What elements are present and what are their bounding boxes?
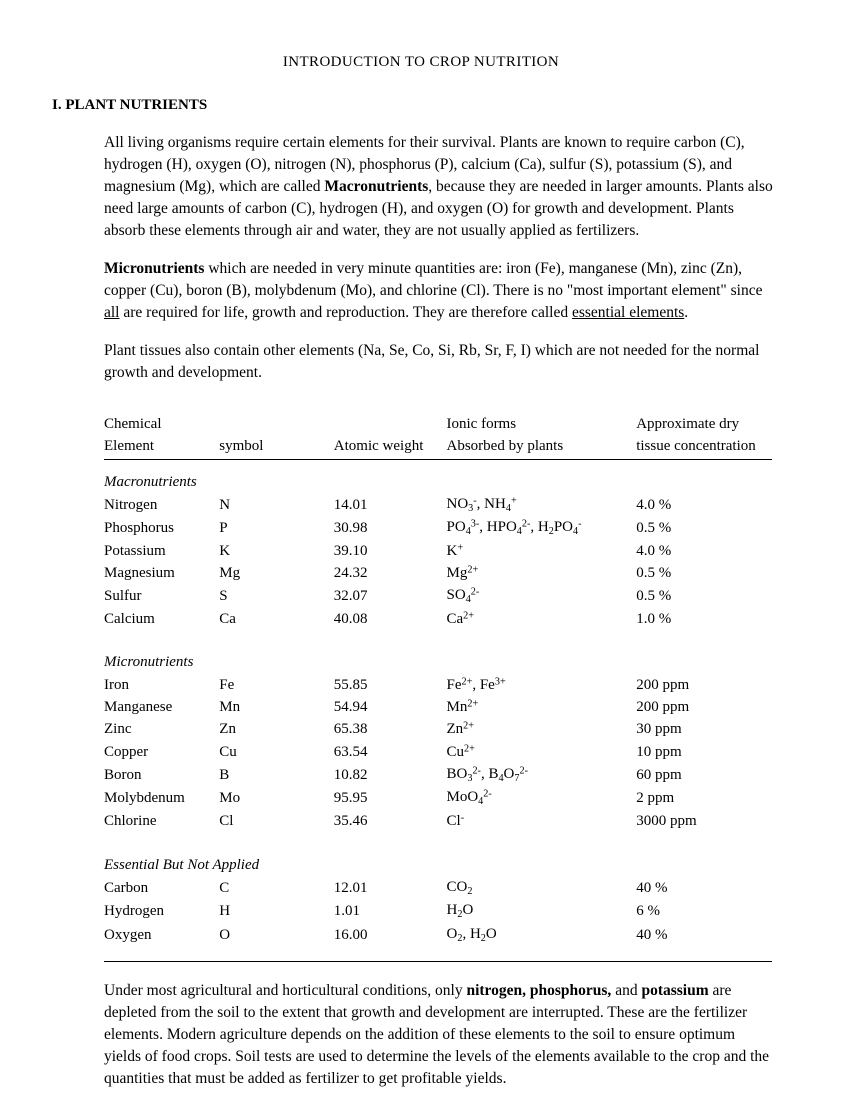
cell-atomic-weight: 12.01 bbox=[333, 880, 368, 897]
cell-ionic-form: $H_2O$ bbox=[446, 902, 474, 921]
nutrient-group-label: Micronutrients bbox=[104, 654, 194, 671]
cell-ionic-form: $PO_4^{3-}$, $HPO_4^{2-}$, $H_2PO_4^-$ bbox=[446, 519, 582, 538]
cell-atomic-weight: 40.08 bbox=[333, 610, 368, 627]
cell-tissue-concentration: 3000 ppm bbox=[636, 812, 697, 829]
cell-atomic-weight: 95.95 bbox=[333, 790, 368, 807]
cell-symbol: Mn bbox=[219, 699, 241, 716]
nutrient-group-heading-row bbox=[104, 459, 772, 494]
cell-tissue-concentration: 200 ppm bbox=[636, 676, 690, 693]
header-symbol-top bbox=[219, 414, 334, 436]
cell-tissue-concentration: 10 ppm bbox=[636, 743, 682, 760]
cell-symbol: N bbox=[219, 497, 231, 514]
cell-atomic-weight: 55.85 bbox=[333, 676, 368, 693]
header-element: Element bbox=[104, 436, 219, 459]
cell-symbol: S bbox=[219, 588, 228, 605]
cell-tissue-concentration: 40 % bbox=[636, 926, 668, 943]
cell-ionic-form: $NO_3^-$, $NH_4^+$ bbox=[446, 495, 517, 514]
cell-atomic-weight: 39.10 bbox=[333, 542, 368, 559]
nutrient-table bbox=[104, 414, 772, 947]
cell-ionic-form: $SO_4^{2-}$ bbox=[446, 586, 480, 606]
cell-element: Calcium bbox=[104, 610, 155, 627]
cell-ionic-form: $O_2$, $H_2O$ bbox=[446, 925, 497, 944]
cell-element: Molybdenum bbox=[104, 790, 185, 807]
paragraph-other-elements: Plant tissues also contain other elements (Na, Se, Co, Si, Rb, Sr, F, I) which are not needed for the normal growth and development. bbox=[104, 342, 760, 381]
table-row bbox=[104, 787, 772, 810]
table-row bbox=[104, 764, 772, 787]
cell-element: Potassium bbox=[104, 542, 166, 559]
cell-ionic-form: $Zn^{2+}$ bbox=[446, 721, 475, 738]
table-row bbox=[104, 674, 772, 696]
cell-symbol: Zn bbox=[219, 721, 236, 738]
section-heading: I. PLANT NUTRIENTS bbox=[52, 97, 208, 113]
cell-element: Magnesium bbox=[104, 564, 175, 581]
cell-symbol: Fe bbox=[219, 676, 235, 693]
cell-symbol: P bbox=[219, 520, 228, 537]
cell-atomic-weight: 65.38 bbox=[333, 721, 368, 738]
cell-symbol: O bbox=[219, 926, 231, 943]
cell-ionic-form: $Cu^{2+}$ bbox=[446, 743, 475, 760]
paragraph-4-text-a: Under most agricultural and horticultural conditions, only bbox=[104, 981, 467, 999]
cell-atomic-weight: 14.01 bbox=[333, 497, 368, 514]
header-atomic-weight: Atomic weight bbox=[334, 436, 447, 459]
cell-symbol: C bbox=[219, 880, 230, 897]
page-title: INTRODUCTION TO CROP NUTRITION bbox=[282, 54, 560, 70]
table-row bbox=[104, 494, 772, 517]
cell-ionic-form: $Fe^{2+}$, $Fe^{3+}$ bbox=[446, 676, 506, 693]
paragraph-1-text-b: , because they are needed in larger amounts. Plants also need large amounts of carbon (C), hydrogen (H), and oxygen (O) for growth and development. Plants absorb these elements through air and water, they are not usually applied as fertilizers. bbox=[104, 178, 773, 239]
paragraph-4-text-b: and bbox=[611, 981, 642, 999]
table-header-row-1 bbox=[104, 414, 772, 436]
cell-tissue-concentration: 0.5 % bbox=[636, 564, 672, 581]
nutrient-table-body bbox=[104, 414, 772, 459]
table-row bbox=[104, 741, 772, 763]
table-row bbox=[104, 900, 772, 923]
paragraph-2-text-b: are required for life, growth and reproduction. They are therefore called bbox=[119, 304, 572, 321]
table-row bbox=[104, 697, 772, 719]
nutrient-group-heading-row bbox=[104, 640, 772, 674]
cell-symbol: Mg bbox=[219, 564, 241, 581]
cell-atomic-weight: 32.07 bbox=[333, 588, 368, 605]
table-spacer-row bbox=[104, 833, 772, 843]
cell-symbol: Mo bbox=[219, 790, 241, 807]
cell-ionic-form: MoO$_4^{2-}$ bbox=[446, 789, 492, 808]
cell-element: Iron bbox=[104, 676, 129, 693]
cell-element: Manganese bbox=[104, 699, 173, 716]
cell-atomic-weight: 1.01 bbox=[333, 903, 361, 920]
table-spacer-cell bbox=[104, 833, 772, 843]
cell-ionic-form: K+ bbox=[446, 542, 464, 559]
cell-tissue-concentration: 2 ppm bbox=[636, 790, 675, 807]
paragraph-1-bold: Macronutrients bbox=[324, 178, 429, 195]
header-absorbed-by-plants: Absorbed by plants bbox=[447, 436, 637, 459]
cell-element: Carbon bbox=[104, 880, 149, 897]
nutrient-group-label: Macronutrients bbox=[104, 473, 197, 490]
paragraph-fertilizer bbox=[104, 980, 774, 1090]
cell-symbol: K bbox=[219, 542, 231, 559]
paragraph-1-text-a: All living organisms require certain elements for their survival. Plants are known to require carbon (C), hydrogen (H), oxygen (O), nitrogen (N), phosphorus (P), calcium (Ca), sulfur (S), potassium (S), and magnesium (Mg), which are called bbox=[104, 134, 745, 195]
cell-atomic-weight: 63.54 bbox=[333, 743, 368, 760]
paragraph-4-bold-b: potassium bbox=[641, 981, 709, 999]
paragraph-4-bold-a: nitrogen, phosphorus, bbox=[466, 981, 612, 999]
table-row bbox=[104, 540, 772, 562]
cell-atomic-weight: 24.32 bbox=[333, 564, 368, 581]
cell-tissue-concentration: 40 % bbox=[636, 880, 668, 897]
table-row bbox=[104, 923, 772, 946]
table-row bbox=[104, 585, 772, 608]
table-row bbox=[104, 517, 772, 540]
table-spacer-row bbox=[104, 630, 772, 640]
cell-element: Phosphorus bbox=[104, 520, 175, 537]
cell-tissue-concentration: 60 ppm bbox=[636, 767, 682, 784]
cell-atomic-weight: 35.46 bbox=[333, 812, 368, 829]
cell-tissue-concentration: 0.5 % bbox=[636, 588, 672, 605]
cell-atomic-weight: 30.98 bbox=[333, 520, 368, 537]
paragraph-2-text-a: which are needed in very minute quantities are: iron (Fe), manganese (Mn), zinc (Zn), copper (Cu), boron (B), molybdenum (Mo), and chlorine (Cl). There is no "most important element" since bbox=[104, 260, 763, 299]
cell-atomic-weight: 16.00 bbox=[333, 926, 368, 943]
closing-paragraph-block bbox=[52, 980, 790, 1090]
table-bottom-rule bbox=[104, 961, 772, 962]
cell-element: Nitrogen bbox=[104, 497, 158, 514]
cell-element: Hydrogen bbox=[104, 903, 164, 920]
cell-tissue-concentration: 1.0 % bbox=[636, 610, 672, 627]
paragraph-2-text-c: . bbox=[684, 304, 689, 321]
cell-symbol: Cl bbox=[219, 812, 234, 829]
nutrient-group-label: Essential But Not Applied bbox=[104, 856, 260, 873]
cell-tissue-concentration: 0.5 % bbox=[636, 520, 672, 537]
paragraph-4-text-c: are depleted from the soil to the extent that growth and development are interrupted. These are the fertilizer elements. Modern agriculture depends on the addition of these elements to the soil to ensure optimum yields of food crops. Soil tests are used to determine the levels of the elements available to the crop and the quantities that must be added as fertilizer to get profitable yields. bbox=[104, 981, 770, 1087]
cell-ionic-form: $Mn^{2+}$ bbox=[446, 698, 479, 716]
cell-atomic-weight: 54.94 bbox=[333, 699, 368, 716]
cell-element: Oxygen bbox=[104, 926, 152, 943]
cell-ionic-form: $Ca^{2+}$ bbox=[446, 610, 475, 627]
cell-tissue-concentration: 4.0 % bbox=[636, 497, 672, 514]
paragraph-2-underline-all: all bbox=[104, 304, 120, 321]
nutrient-group-heading-row bbox=[104, 843, 772, 877]
table-header-row-2 bbox=[104, 436, 772, 459]
cell-tissue-concentration: 4.0 % bbox=[636, 542, 672, 559]
cell-ionic-form: $Mg^{2+}$ bbox=[446, 564, 479, 581]
header-symbol: symbol bbox=[219, 436, 334, 459]
cell-tissue-concentration: 30 ppm bbox=[636, 721, 682, 738]
table-row bbox=[104, 608, 772, 630]
table-row bbox=[104, 562, 772, 584]
cell-element: Chlorine bbox=[104, 812, 157, 829]
cell-atomic-weight: 10.82 bbox=[333, 767, 368, 784]
paragraph-micronutrients bbox=[104, 258, 774, 324]
cell-ionic-form: $BO_3^{2-}$, $B_4O_7^{2-}$ bbox=[446, 765, 528, 784]
cell-tissue-concentration: 200 ppm bbox=[636, 699, 690, 716]
cell-symbol: H bbox=[219, 903, 231, 920]
table-row bbox=[104, 810, 772, 832]
cell-ionic-form: $CO_2$ bbox=[446, 879, 473, 897]
cell-symbol: B bbox=[219, 767, 230, 784]
cell-ionic-form: Cl- bbox=[446, 812, 465, 829]
cell-element: Boron bbox=[104, 767, 142, 784]
header-ionic-forms: Ionic forms bbox=[446, 416, 517, 432]
table-spacer-cell bbox=[104, 630, 772, 640]
intro-paragraphs bbox=[52, 132, 790, 384]
header-tissue-concentration: tissue concentration bbox=[636, 436, 772, 459]
cell-symbol: Ca bbox=[219, 610, 236, 627]
header-chemical: Chemical bbox=[104, 416, 162, 432]
nutrient-group-rows bbox=[104, 459, 772, 947]
table-row bbox=[104, 877, 772, 900]
cell-symbol: Cu bbox=[219, 743, 237, 760]
paragraph-macronutrients bbox=[104, 132, 774, 242]
cell-element: Sulfur bbox=[104, 588, 142, 605]
table-row bbox=[104, 719, 772, 741]
paragraph-2-underline-essential: essential elements bbox=[571, 304, 685, 321]
cell-tissue-concentration: 6 % bbox=[636, 903, 660, 920]
cell-element: Zinc bbox=[104, 721, 132, 738]
header-approx-dry: Approximate dry bbox=[636, 416, 740, 432]
paragraph-2-bold: Micronutrients bbox=[104, 260, 205, 277]
header-weight-top bbox=[334, 414, 447, 436]
cell-element: Copper bbox=[104, 743, 149, 760]
